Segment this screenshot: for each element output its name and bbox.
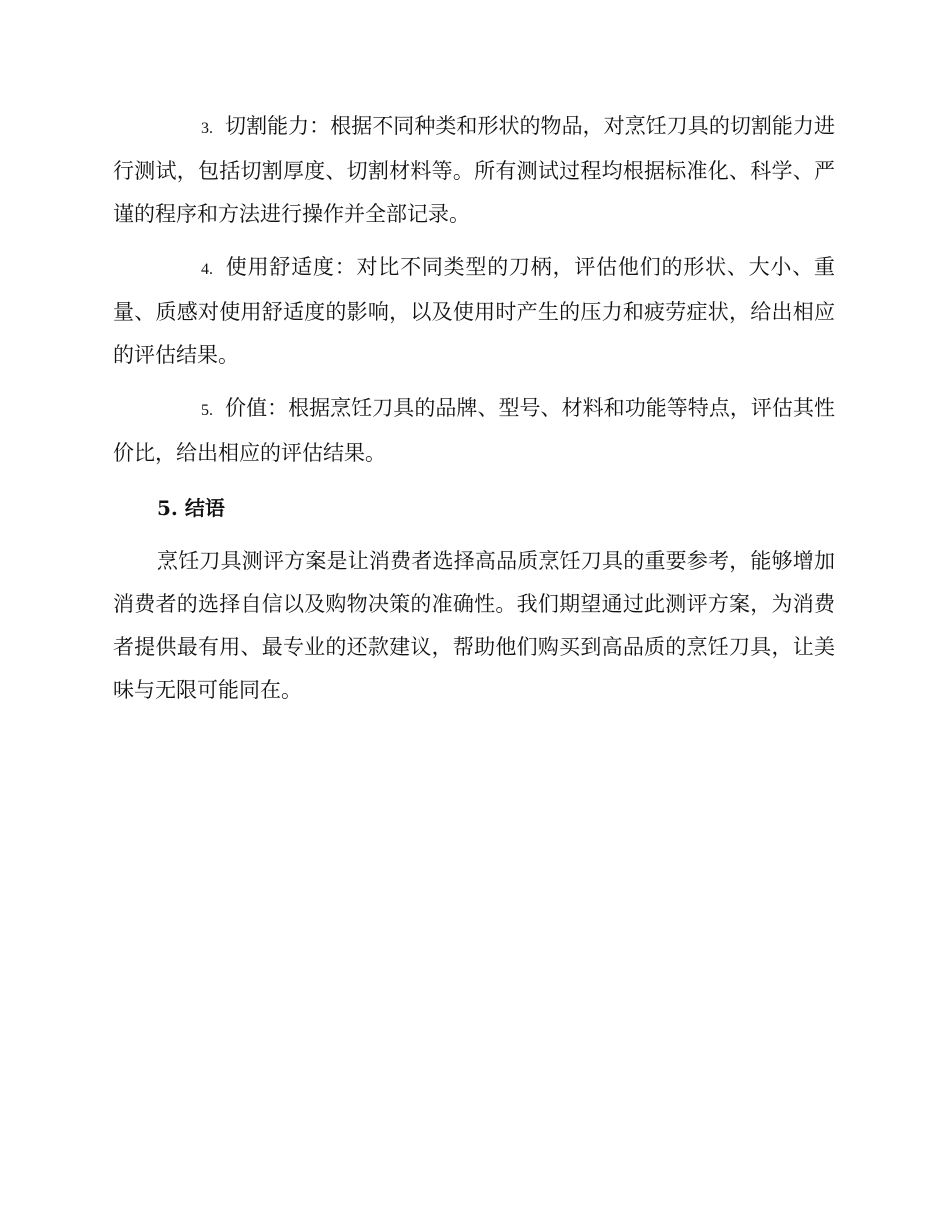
list-item-number: 3.: [201, 120, 213, 137]
document-page: [113, 105, 835, 712]
list-item-text: 使用舒适度：对比不同类型的刀柄，评估他们的形状、大小、重量、质感对使用舒适度的影响，以及使用时产生的压力和疲劳症状，给出相应的评估结果。: [113, 255, 835, 367]
list-item-comfort: [113, 246, 835, 377]
conclusion-paragraph: 烹饪刀具测评方案是让消费者选择高品质烹饪刀具的重要参考，能够增加消费者的选择自信以及购物决策的准确性。我们期望通过此测评方案，为消费者提供最有用、最专业的还款建议，帮助他们购买到高品质的烹饪刀具，让美味与无限可能同在。: [113, 549, 835, 702]
list-item-number: 5.: [201, 402, 213, 419]
list-item-number: 4.: [201, 261, 213, 278]
list-item-text: 价值：根据烹饪刀具的品牌、型号、材料和功能等特点，评估其性价比，给出相应的评估结果。: [113, 396, 835, 465]
list-item-value: [113, 387, 835, 475]
section-heading: 5. 结语: [157, 496, 225, 520]
list-item-text: 切割能力：根据不同种类和形状的物品，对烹饪刀具的切割能力进行测试，包括切割厚度、切割材料等。所有测试过程均根据标准化、科学、严谨的程序和方法进行操作并全部记录。: [113, 114, 835, 226]
list-item-cutting: [113, 105, 835, 236]
